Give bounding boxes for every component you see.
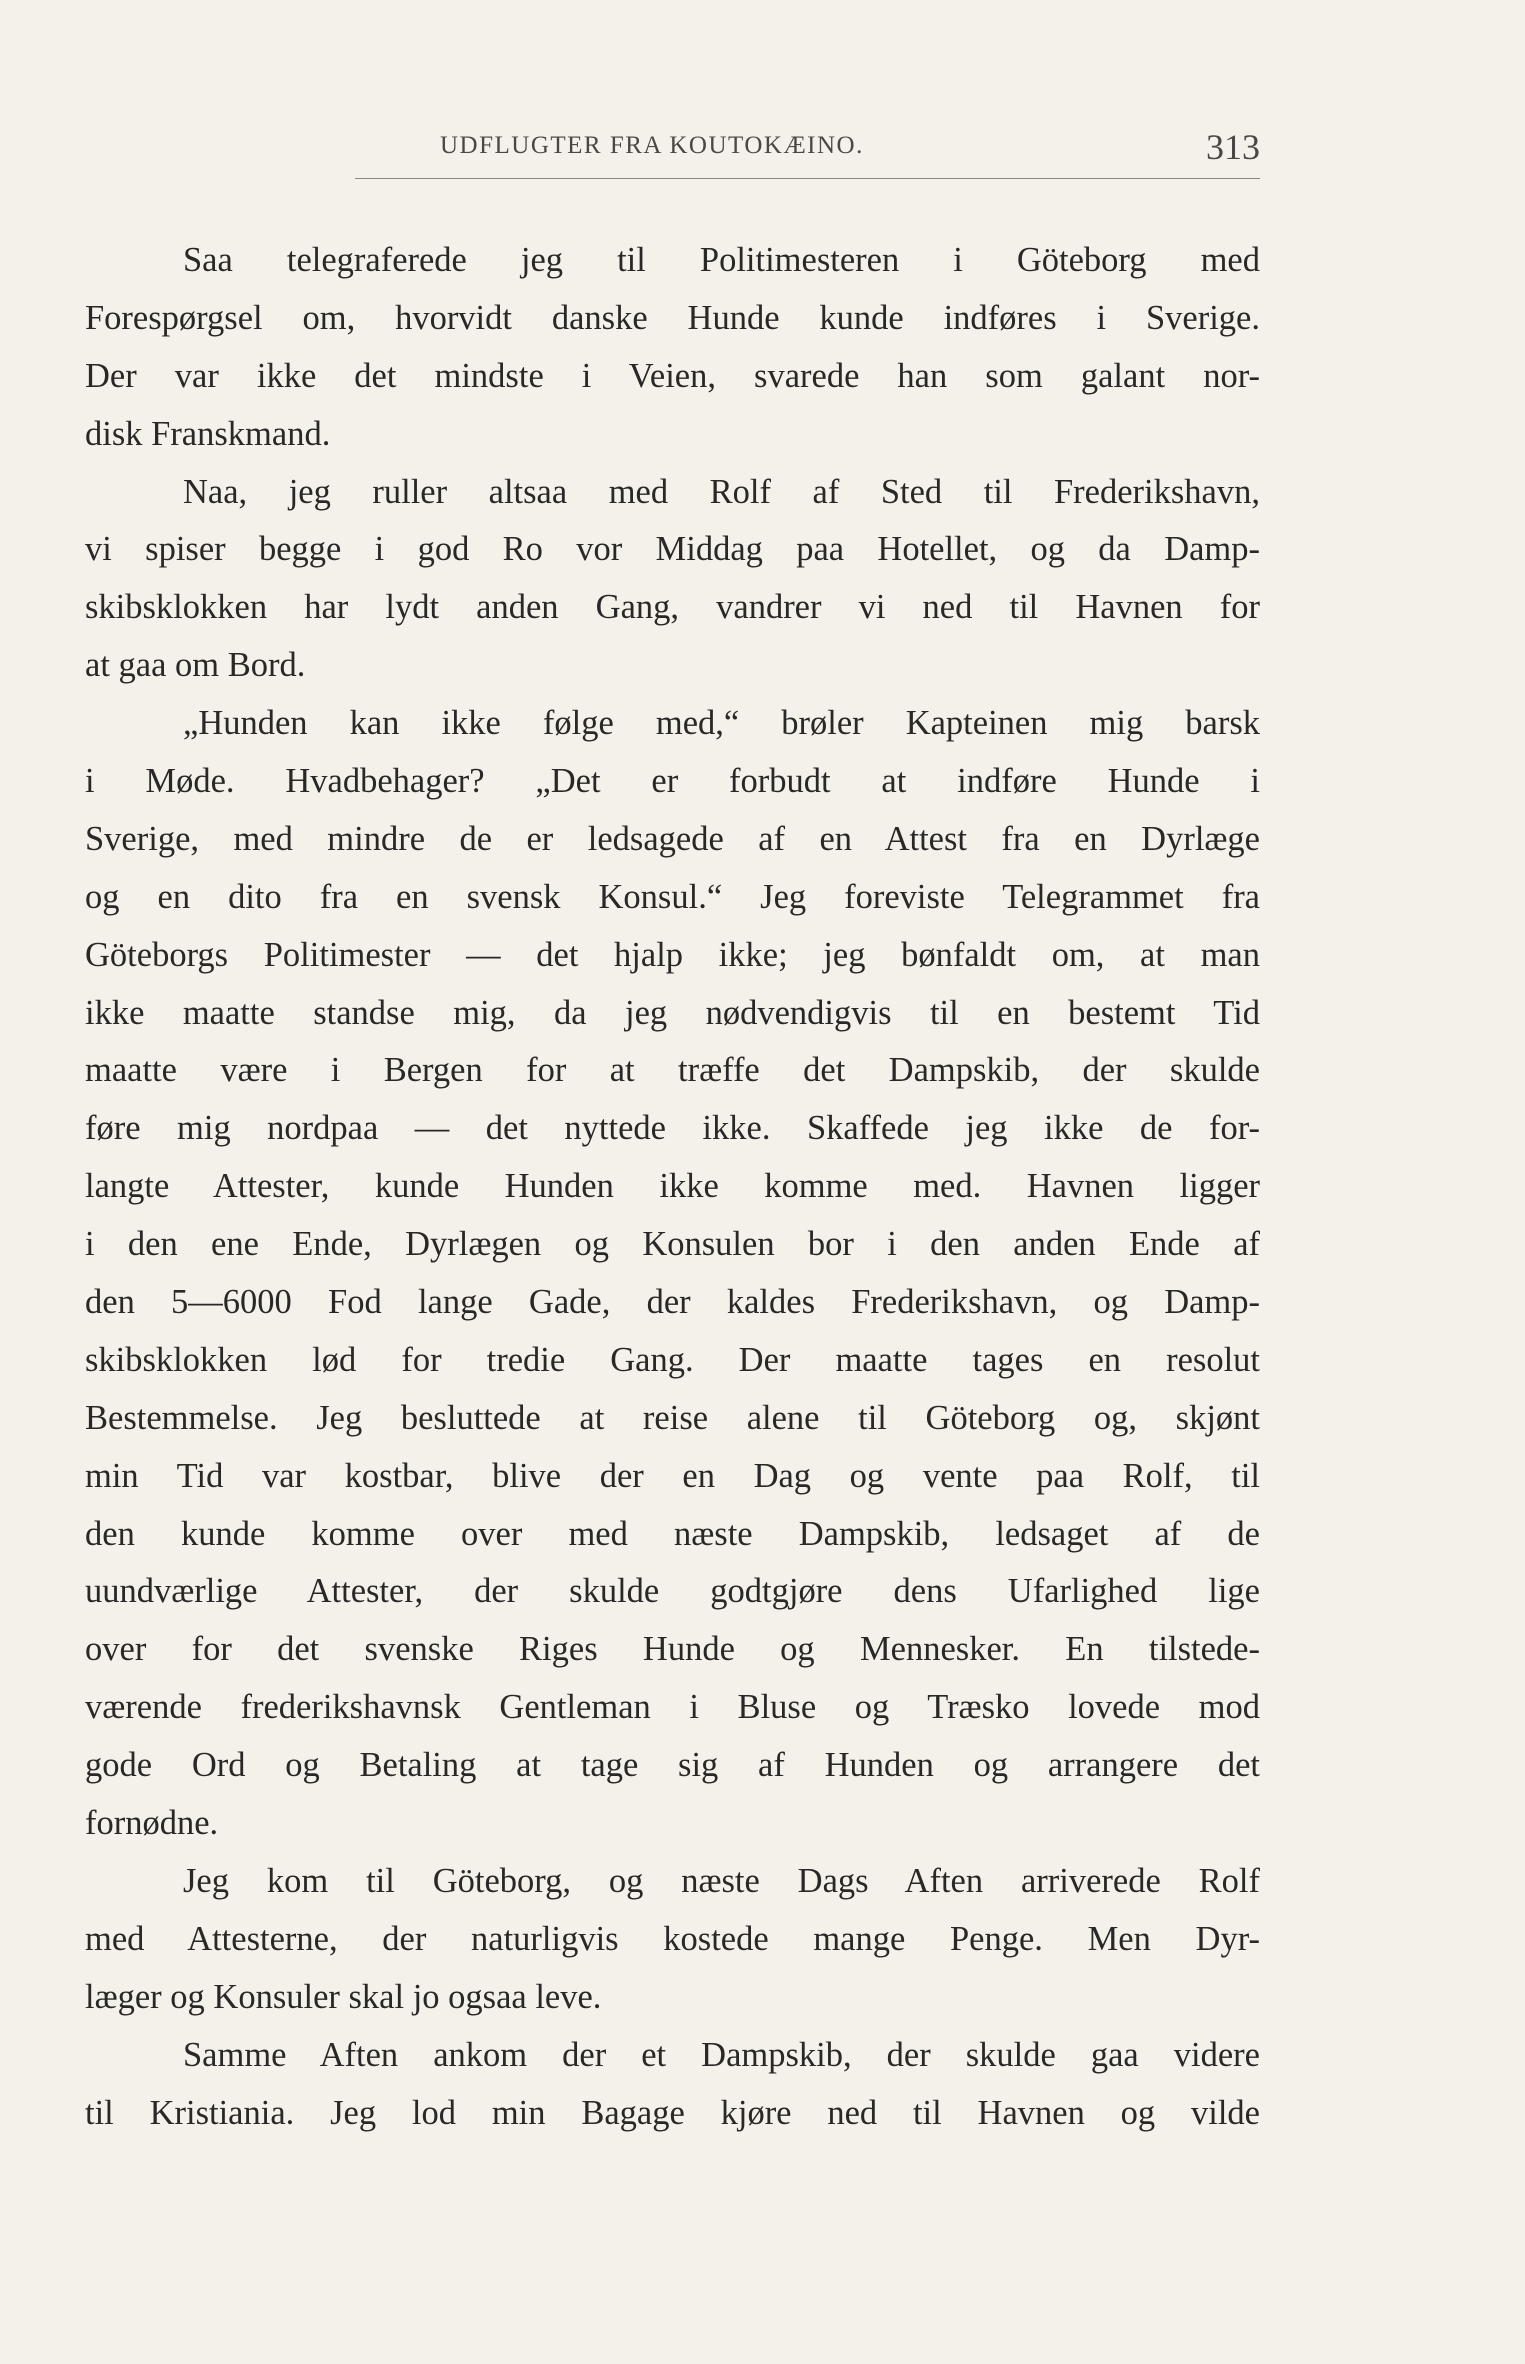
page-number: 313 xyxy=(1206,127,1260,167)
text-line: værende frederikshavnsk Gentleman i Bluse og Træsko lovede mod xyxy=(85,1688,1260,1727)
text-line: skibsklokken lød for tredie Gang. Der maatte tages en resolut xyxy=(85,1340,1260,1379)
running-head: UDFLUGTER FRA KOUTOKÆINO. xyxy=(440,132,864,159)
text-line: i Møde. Hvadbehager? „Det er forbudt at indføre Hunde i xyxy=(85,762,1260,801)
text-line: ikke maatte standse mig, da jeg nødvendigvis til en bestemt Tid xyxy=(85,993,1260,1032)
text-line: langte Attester, kunde Hunden ikke komme med. Havnen ligger xyxy=(85,1167,1260,1206)
text-line: fornødne. xyxy=(85,1804,219,1843)
text-line: min Tid var kostbar, blive der en Dag og vente paa Rolf, til xyxy=(85,1456,1260,1495)
text-line: maatte være i Bergen for at træffe det Dampskib, der skulde xyxy=(85,1051,1260,1090)
text-line: Forespørgsel om, hvorvidt danske Hunde kunde indføres i Sverige. xyxy=(85,298,1260,337)
text-line: disk Franskmand. xyxy=(85,414,331,453)
text-line: føre mig nordpaa — det nyttede ikke. Skaffede jeg ikke de for- xyxy=(85,1109,1260,1148)
text-line: skibsklokken har lydt anden Gang, vandrer vi ned til Havnen for xyxy=(85,588,1260,627)
header-rule xyxy=(355,178,1260,179)
text-line: Der var ikke det mindste i Veien, svarede han som galant nor- xyxy=(85,356,1260,395)
text-line: gode Ord og Betaling at tage sig af Hunden og arrangere det xyxy=(85,1746,1260,1785)
text-line: den kunde komme over med næste Dampskib, ledsaget af de xyxy=(85,1514,1260,1553)
text-line: Samme Aften ankom der et Dampskib, der skulde gaa videre xyxy=(183,2035,1260,2074)
text-line: Jeg kom til Göteborg, og næste Dags Aften arriverede Rolf xyxy=(183,1861,1260,1900)
text-line: med Attesterne, der naturligvis kostede mange Penge. Men Dyr- xyxy=(85,1919,1260,1958)
text-line: Sverige, med mindre de er ledsagede af en Attest fra en Dyrlæge xyxy=(85,819,1260,858)
text-line: at gaa om Bord. xyxy=(85,646,306,685)
text-line: uundværlige Attester, der skulde godtgjøre dens Ufarlighed lige xyxy=(85,1572,1260,1611)
text-line: og en dito fra en svensk Konsul.“ Jeg foreviste Telegrammet fra xyxy=(85,877,1260,916)
body-text xyxy=(85,232,1260,2142)
text-line: Naa, jeg ruller altsaa med Rolf af Sted til Frederikshavn, xyxy=(183,472,1260,511)
page-header xyxy=(85,128,1260,174)
text-line: Bestemmelse. Jeg besluttede at reise alene til Göteborg og, skjønt xyxy=(85,1398,1260,1437)
text-line: Göteborgs Politimester — det hjalp ikke; jeg bønfaldt om, at man xyxy=(85,935,1260,974)
text-line: „Hunden kan ikke følge med,“ brøler Kapteinen mig barsk xyxy=(183,704,1260,743)
text-line: Saa telegraferede jeg til Politimesteren i Göteborg med xyxy=(183,241,1260,279)
text-line: den 5—6000 Fod lange Gade, der kaldes Frederikshavn, og Damp- xyxy=(85,1283,1260,1322)
text-line: over for det svenske Riges Hunde og Mennesker. En tilstede- xyxy=(85,1630,1260,1669)
text-line: i den ene Ende, Dyrlægen og Konsulen bor i den anden Ende af xyxy=(85,1225,1260,1264)
text-line: vi spiser begge i god Ro vor Middag paa Hotellet, og da Damp- xyxy=(85,530,1260,569)
text-line: til Kristiania. Jeg lod min Bagage kjøre ned til Havnen og vilde xyxy=(85,2093,1260,2132)
text-line: læger og Konsuler skal jo ogsaa leve. xyxy=(85,1977,602,2016)
